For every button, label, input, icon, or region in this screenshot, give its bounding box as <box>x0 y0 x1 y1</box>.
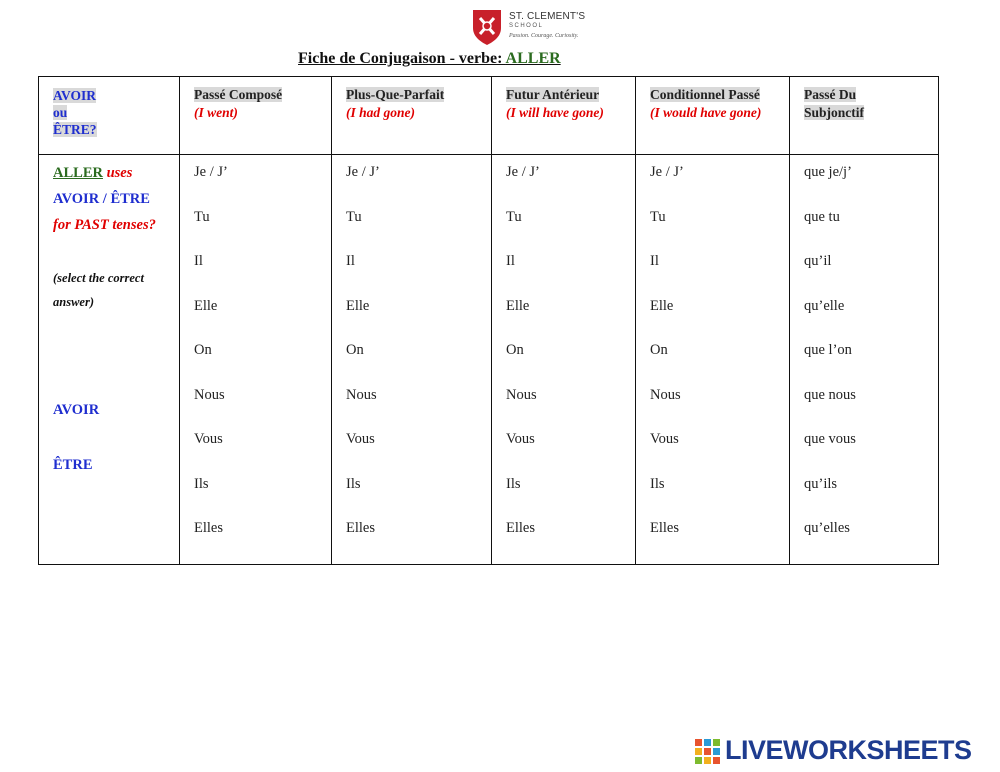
auxiliary-question-cell <box>39 155 180 565</box>
liveworksheets-watermark <box>695 735 990 765</box>
header-avoir: AVOIR <box>53 88 96 103</box>
school-logo <box>471 8 601 48</box>
pronoun-tu: Tu <box>346 208 362 225</box>
option-avoir[interactable]: AVOIR <box>53 402 100 418</box>
option-etre[interactable]: ÊTRE <box>53 457 93 473</box>
pronoun-nous: Nous <box>194 386 225 403</box>
liveworksheets-logo-icon <box>695 739 721 765</box>
pronoun-column-plus-que-parfait <box>332 155 492 565</box>
conjugation-table <box>38 76 939 565</box>
past-tenses-question: for PAST tenses? <box>53 217 156 233</box>
table-body-row <box>39 155 939 565</box>
tense-name-line1: Passé Du <box>804 87 857 102</box>
header-cell-auxiliary <box>39 77 180 155</box>
pronoun-elle: Elle <box>194 297 218 314</box>
pronoun-elles: Elles <box>346 520 375 536</box>
table-header-row <box>39 77 939 155</box>
pronoun-ils: Ils <box>194 475 209 492</box>
tense-name-line2: Subjonctif <box>804 105 865 120</box>
pronoun-column-passe-compose <box>180 155 332 565</box>
header-etre: ÊTRE? <box>53 122 97 137</box>
pronoun-elle: Elle <box>346 297 370 314</box>
pronoun-il: Il <box>346 253 355 269</box>
pronoun-ils: Ils <box>346 475 361 492</box>
pronoun-ils: Ils <box>506 475 521 492</box>
school-motto: Passion. Courage. Curiosity. <box>509 33 579 39</box>
pronoun-on: On <box>506 342 524 358</box>
header-cell-passe-du-subjonctif <box>790 77 939 155</box>
pronoun-nous: Nous <box>650 386 681 403</box>
pronoun-qu-ils: qu’ils <box>804 475 838 492</box>
pronoun-elles: Elles <box>194 520 223 536</box>
school-crest-icon <box>471 8 503 46</box>
pronoun-que-nous: que nous <box>804 386 856 403</box>
pronoun-que-vous: que vous <box>804 431 856 447</box>
tense-translation: (I had gone) <box>346 105 416 120</box>
pronoun-que-tu: que tu <box>804 208 840 225</box>
school-name: ST. CLEMENT'S <box>509 11 586 22</box>
aller-label: ALLER <box>53 165 103 181</box>
title-verb: ALLER <box>505 50 561 67</box>
pronoun-elles: Elles <box>650 520 679 536</box>
page-title <box>298 50 561 68</box>
select-instruction: (select the correct answer) <box>53 271 144 309</box>
watermark-text: LIVEWORKSHEETS <box>725 735 972 765</box>
pronoun-qu-elle: qu’elle <box>804 297 845 314</box>
pronoun-tu: Tu <box>506 208 522 225</box>
tense-translation: (I will have gone) <box>506 105 604 120</box>
pronoun-il: Il <box>506 253 515 269</box>
tense-translation: (I would have gone) <box>650 105 762 120</box>
header-cell-plus-que-parfait <box>332 77 492 155</box>
pronoun-on: On <box>194 342 212 358</box>
pronoun-elle: Elle <box>650 297 674 314</box>
pronoun-que-je: que je/j’ <box>804 164 852 180</box>
tense-name: Futur Antérieur <box>506 87 600 102</box>
pronoun-column-conditionnel-passe <box>636 155 790 565</box>
pronoun-ils: Ils <box>650 475 665 492</box>
pronoun-on: On <box>650 342 668 358</box>
pronoun-je: Je / J’ <box>506 164 540 180</box>
pronoun-vous: Vous <box>346 431 375 447</box>
tense-translation: (I went) <box>194 105 238 120</box>
tense-name: Conditionnel Passé <box>650 87 760 102</box>
header-cell-passe-compose <box>180 77 332 155</box>
pronoun-vous: Vous <box>194 431 223 447</box>
avoir-etre-label: AVOIR / ÊTRE <box>53 191 150 207</box>
pronoun-que-l-on: que l’on <box>804 342 852 358</box>
tense-name: Plus-Que-Parfait <box>346 87 445 102</box>
school-sub: SCHOOL <box>509 23 544 29</box>
pronoun-il: Il <box>194 253 203 269</box>
pronoun-elles: Elles <box>506 520 535 536</box>
header-ou: ou <box>53 105 68 120</box>
title-prefix: Fiche de Conjugaison - verbe: <box>298 50 506 67</box>
pronoun-je: Je / J’ <box>194 164 228 180</box>
tense-name: Passé Composé <box>194 87 283 102</box>
pronoun-on: On <box>346 342 364 358</box>
pronoun-vous: Vous <box>506 431 535 447</box>
pronoun-il: Il <box>650 253 659 269</box>
pronoun-tu: Tu <box>194 208 210 225</box>
pronoun-qu-elles: qu’elles <box>804 520 850 536</box>
header-cell-conditionnel-passe <box>636 77 790 155</box>
pronoun-column-futur-anterieur <box>492 155 636 565</box>
pronoun-je: Je / J’ <box>346 164 380 180</box>
pronoun-vous: Vous <box>650 431 679 447</box>
pronoun-nous: Nous <box>346 386 377 403</box>
pronoun-je: Je / J’ <box>650 164 684 180</box>
pronoun-column-passe-du-subjonctif <box>790 155 939 565</box>
pronoun-elle: Elle <box>506 297 530 314</box>
pronoun-qu-il: qu’il <box>804 253 832 269</box>
uses-label: uses <box>102 165 133 181</box>
header-cell-futur-anterieur <box>492 77 636 155</box>
pronoun-nous: Nous <box>506 386 537 403</box>
pronoun-tu: Tu <box>650 208 666 225</box>
